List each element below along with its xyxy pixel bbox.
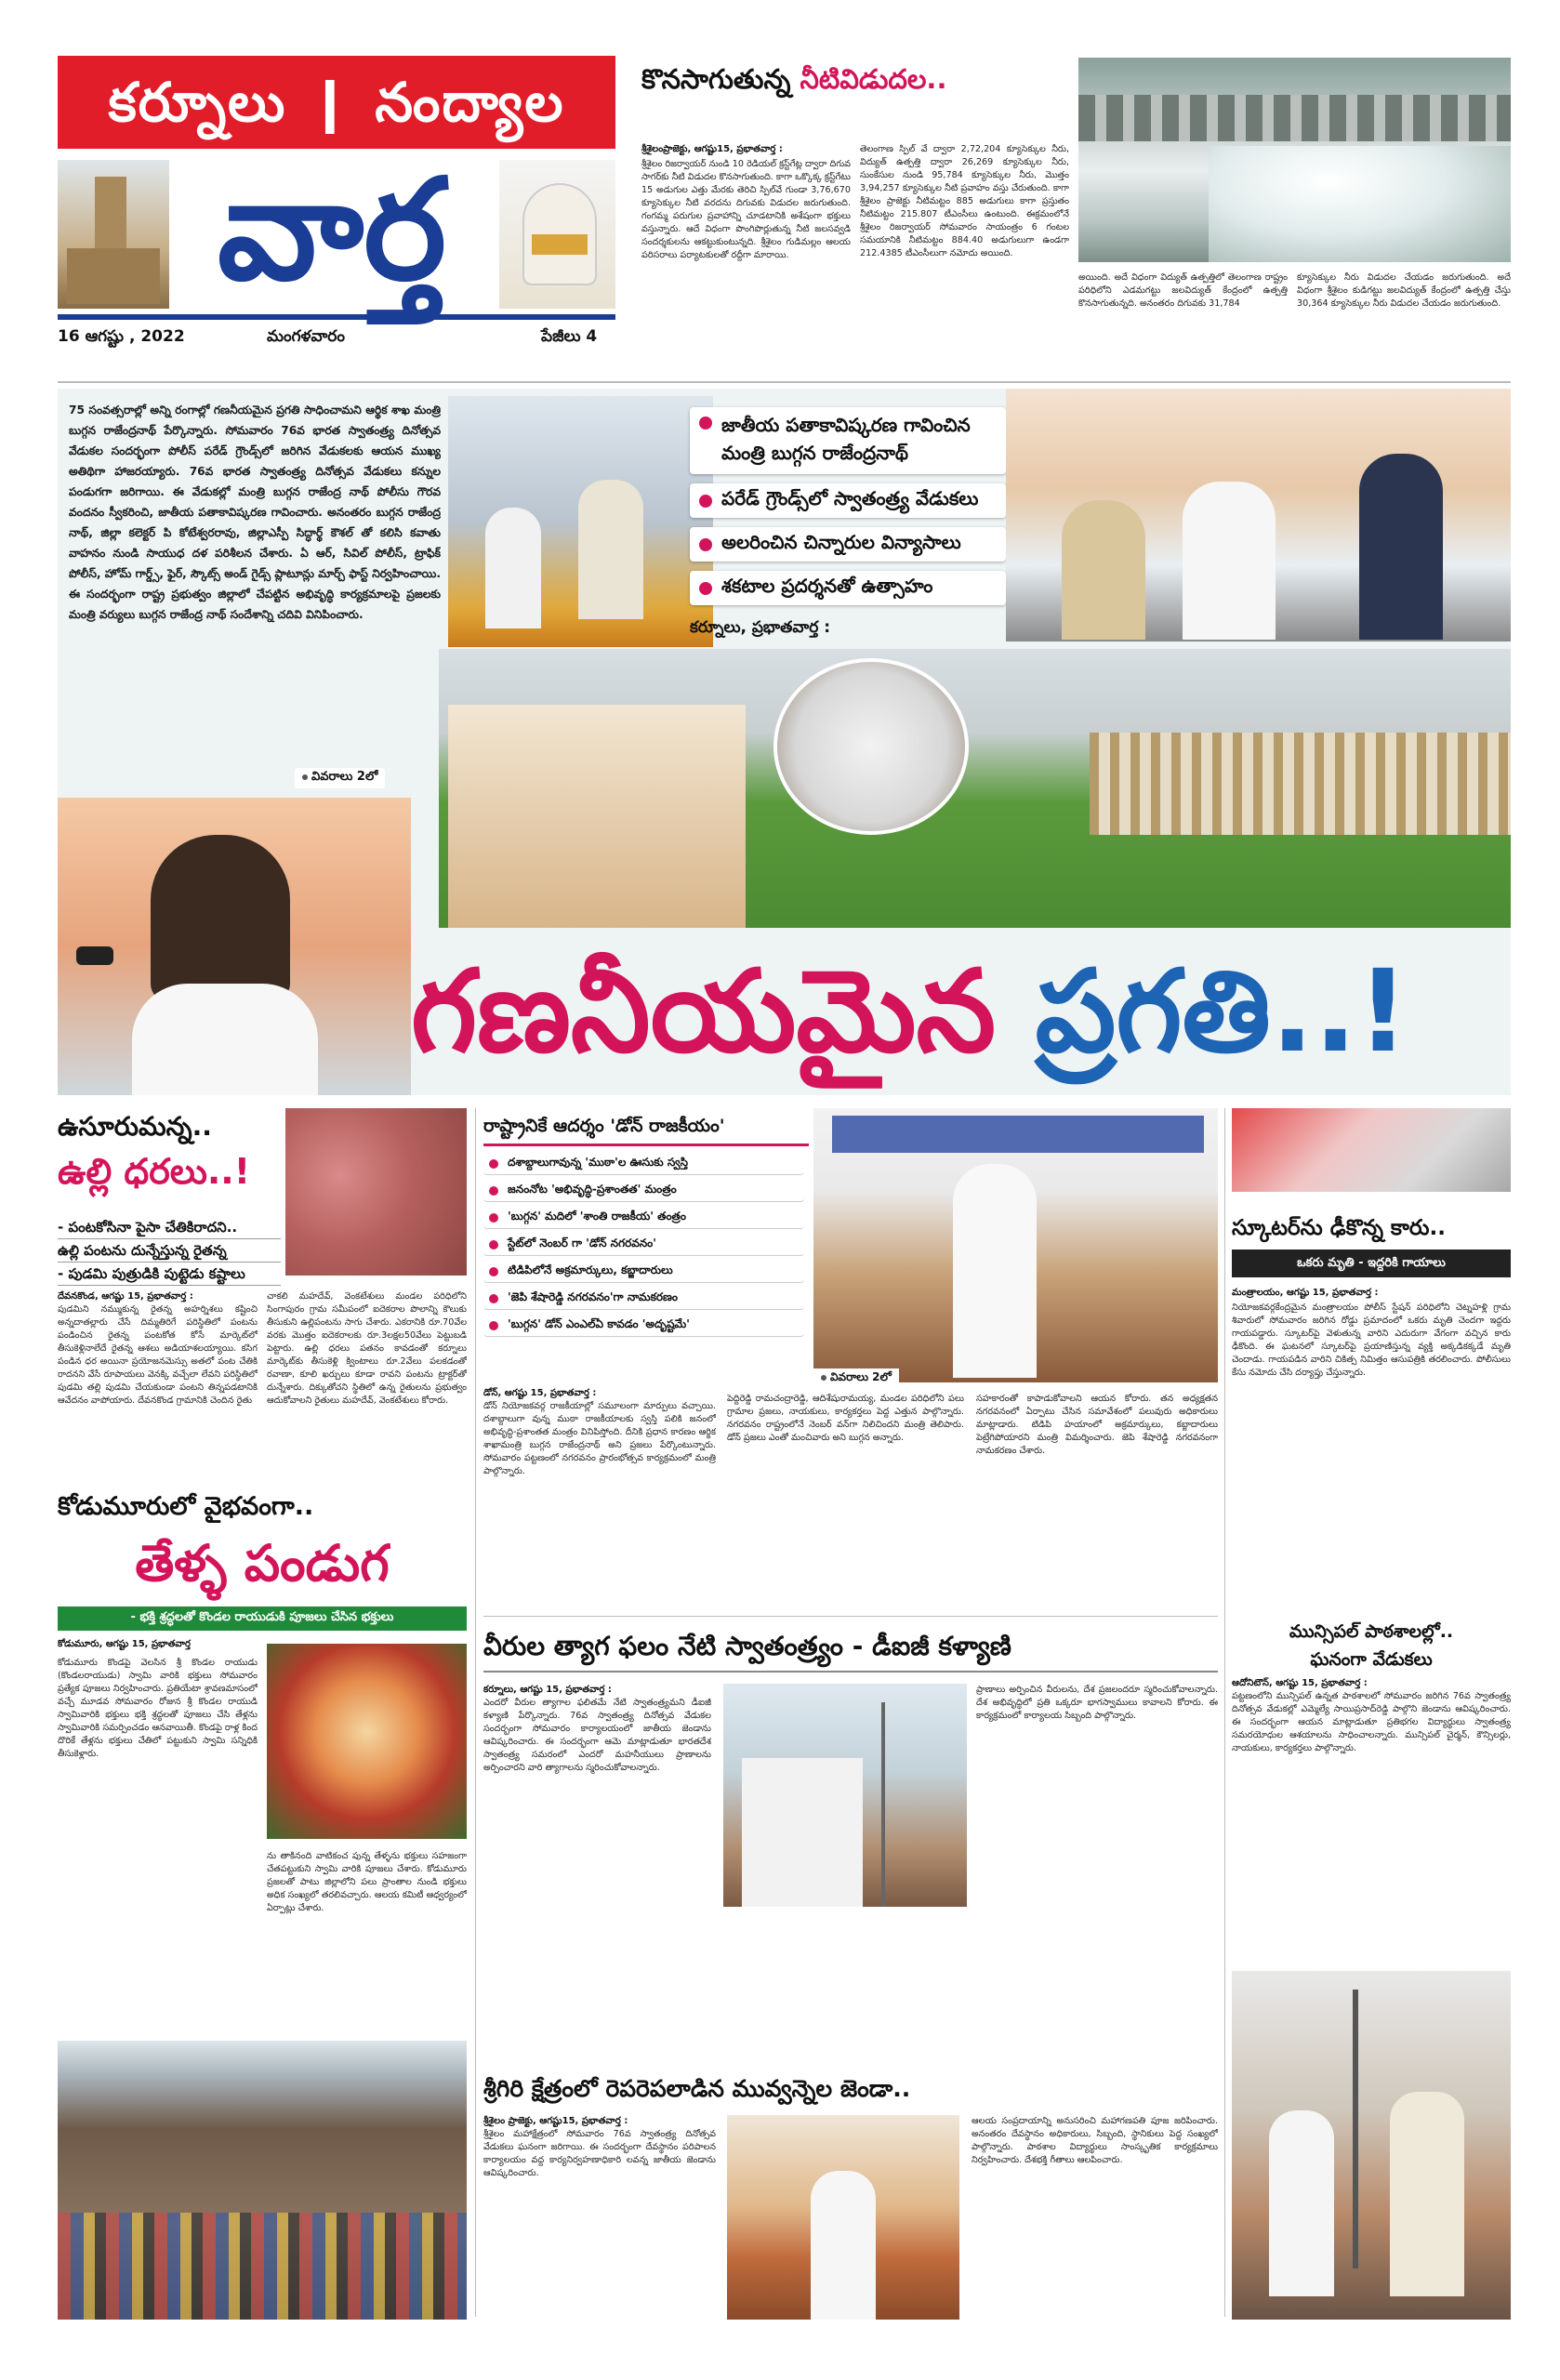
top-headline-part1: కొనసాగుతున్న [641,63,800,95]
lead-story [58,389,1511,1095]
lead-more-text: వివరాలు 2లో [311,770,378,784]
bullet-dot-icon [489,1321,498,1330]
dig-col2: ప్రాణాలు అర్పించిన వీరులను, దేశ ప్రజలందరూ స్మరించుకోవాలన్నారు. దేశ అభివృద్ధిలో ప్రతి ఒక్కరూ భాగస్వాములు కావాలని కోరారు. ఈ కార్యక్రమంలో కార్యాలయ సిబ్బంది పాల్గొన్నారు. [976,1685,1218,1721]
masthead-rule [58,314,615,320]
bullet-dot-icon [489,1186,498,1196]
onion-story [58,1108,467,1480]
srigiri-col2: ఆలయ సంప్రదాయాన్ని అనుసరించి మహాగణపతి పూజ జరిపించారు. అనంతరం దేవస్థానం అధికారులు, సిబ్బంది, స్థానికులు పెద్ద సంఖ్యలో పాల్గొన్నారు. పాఠశాల విద్యార్థులు సాంస్కృతిక కార్యక్రమాలు నిర్వహించారు. దేశభక్తి గీతాలు ఆలపించారు. [972,2116,1218,2165]
municipal-photo [1232,1971,1511,2320]
rule-top [58,381,1511,383]
devotees-photo [58,2041,467,2129]
masthead-fort-image [58,160,169,309]
don-photo [813,1108,1218,1382]
onion-subheads [58,1216,281,1286]
dig-dateline: కర్నూలు, ఆగష్టు 15, ప్రభాతవార్త : [483,1685,612,1695]
parade-photo [439,649,1511,928]
issue-date: 16 ఆగష్టు , 2022 [58,327,185,346]
don-bullet-2 [483,1180,804,1202]
kodumur-dateline: కోడుమూరు, ఆగష్టు 15, ప్రభాతవార్త [58,1639,191,1649]
onion-dateline: దేవనకొండ, ఆగష్టు 15, ప్రభాతవార్త : [58,1291,193,1302]
srigiri-col1: శ్రీశైలం మహాక్షేత్రంలో సోమవారం 76వ స్వాతంత్ర్య దినోత్సవ వేడుకలు ఘనంగా జరిగాయి. ఈ సందర్భంగా దేవస్థానం పరిపాలన కార్యాలయం వద్ద కార్యనిర్వహణాధికారి లవన్న జాతీయ జెండాను ఆవిష్కరించారు. [483,2129,716,2178]
issue-pages: పేజీలు 4 [541,327,598,346]
masthead-nandi-image [499,160,615,309]
municipal-headline-2: ఘనంగా వేడుకలు [1310,1649,1433,1670]
lead-bullet-4 [690,571,1006,605]
rule-col-right [1224,1108,1225,2317]
onion-kicker: ఉసూరుమన్న.. [58,1111,212,1142]
masthead-region: కర్నూలు ❙ నంద్యాల [58,56,615,149]
srigiri-headline: శ్రీగిరి క్షేత్రంలో రెపరెపలాడిన మువ్వన్నెల జెండా.. [483,2075,911,2102]
dig-headline: వీరుల త్యాగ ఫలం నేటి స్వాతంత్ర్యం - డీఐజీ కళ్యాణి [483,1622,1218,1673]
municipal-dateline: ఆదోనిటౌన్, ఆగష్టు 15, ప్రభాతవార్త : [1232,1678,1368,1688]
lead-bullet-text: అలరించిన చిన్నారుల విన్యాసాలు [721,531,961,553]
lead-headline-part2: ప్రగతి..! [1035,945,1409,1078]
accident-photo [1232,1108,1511,1192]
salute-photo [448,396,713,647]
kodumur-tag: - భక్తి శ్రద్ధలతో కొండల రాయుడుకి పూజలు చేసిన భక్తులు [58,1606,467,1631]
don-bullet-text: 'బుగ్గన' మదిలో 'శాంతి రాజకీయ' తంత్రం [508,1210,686,1223]
lead-bullet-2 [690,483,1006,518]
don-bullet-text: స్టేట్‌లో నెంబర్ గా 'డోన్ నగరవనం' [508,1236,656,1250]
masthead [58,56,615,372]
onion-headline: ఉల్లి ధరలు..! [58,1151,251,1192]
srigiri-photo [727,2115,959,2320]
top-story-col1: శ్రీశైలం రిజర్వాయర్ నుండి 10 రెడియల్ క్రస్ట్‌గేట్ల ద్వారా దిగువ సాగర్‌కు నీటి విడుదల కొనసాగుతుంది. కాగా ఒక్కొక్క క్రస్ట్‌గేటు 15 అడుగుల ఎత్తు మేరకు తెరిచి స్పిల్‌వే గుండా 3,76,670 క్యూసెక్కుల నీటి వరదను దిగువకు విడుదల జరుగుతుంది. గంగమ్మ పరుగుల ప్రవాహాన్ని చూడటానికి అశేషంగా భక్తులు వస్తున్నారు. ఆదే విధంగా పొంగిపొర్లుతున్న నీటి జలసవ్వడి సందర్శకులను ఆకట్టుకుంటున్నది. శ్రీశైలం గుడిమల్లం ఆలయ పరిసరాలు పర్యాటకులతో రద్దీగా మారాయి. [641,159,851,260]
issue-weekday: మంగళవారం [267,327,345,346]
lead-headline-part1: గణనీయమైన [411,945,1036,1078]
scooter-sub: ఒకరు మృతి - ఇద్దరికి గాయాలు [1232,1250,1511,1277]
bullet-dot-icon [302,774,308,780]
deity-photo [267,1644,467,1839]
don-bullet-text: దశాబ్దాలుగావున్న 'ముఠా'ల ఊసుకు స్వస్తి [508,1156,689,1169]
scooter-headline: స్కూటర్‌ను ఢీకొన్న కారు.. [1232,1216,1446,1240]
lead-bullet-text: శకటాల ప్రదర్శనతో ఉత్సాహం [721,575,933,597]
bullet-dot-icon [699,416,712,430]
don-story [483,1108,1218,1610]
don-dateline: డోన్, ఆగష్టు 15, ప్రభాతవార్త : [483,1388,597,1398]
don-bullet-text: జనంనోట 'అభివృద్ధి-ప్రశాంతత' మంత్రం [508,1183,677,1196]
dig-story [483,1622,1218,2064]
lead-bullet-3 [690,527,1006,562]
onion-col1: పుడమిని నమ్ముకున్న రైతన్న అహర్నిశలు కష్టించి అన్నదాతల్లారు చేసే దిమ్మతిరిగే పరిస్థితిలో పంటను పండించిన రైతన్న పంటకోత కోసే మార్కెట్‌లో తీసుకెళ్లినాలేదే రైతన్న ఆశలు అడియాశలయ్యాయి. కసిగ పండిన ధర అయినా ప్రయోజనమెస్సు అతలో పంట చేతికి రాదనని వేసే రూపాయలు వెనక్కి వచ్చేలా లేవని పరిస్థితిలో పుడమి తల్లి పుడమి చేయకుండా పంటని తిన్నపడటానికి ఆవేదనం వాపోయారు. దేవనకొండ గ్రామానికి చెందిన రైతు [58,1304,258,1406]
lead-dateline: కర్నూలు, ప్రభాతవార్త : [690,618,830,637]
don-bullet-text: టిడిపిలోనే అక్రమార్కులు, కబ్జాదారులు [508,1263,673,1276]
bullet-dot-icon [699,495,712,508]
kodumur-headline-1: కోడుమూరులో వైభవంగా.. [58,1492,314,1521]
dig-photo [723,1684,967,1907]
rule-mid [483,1616,1218,1617]
dig-col1: ఎందరో వీరుల త్యాగాల ఫలితమే నేటి స్వాతంత్ర్యమని డీఐజీ కళ్యాణి పేర్కొన్నారు. 76వ స్వాతంత్ర్య దినోత్సవ వేడుకల సందర్భంగా సోమవారం కార్యాలయంలో జాతీయ జెండాను ఆవిష్కరించారు. ఈ సందర్భంగా ఆమె మాట్లాడుతూ భారతదేశ స్వాతంత్ర్య సమరంలో ఎందరో మహనీయులు ప్రాణాలను అర్పించారని వారి త్యాగాలను స్మరించుకోవాలన్నారు. [483,1698,711,1773]
don-header: రాష్ట్రానికే ఆదర్శం 'డోన్ రాజకీయం' [483,1108,809,1146]
top-story-col4: క్యూసెక్కుల నీరు విడుదల చేయడం జరుగుతుంది. అదే విధంగా శ్రీశైలం కుడిగట్టు జలవిద్యుత్ కేంద్రంలో ఉత్పత్తి చేస్తు 30,364 క్యూసెక్కుల నీరు విడుదల చేయడం జరుగుతుంది. [1297,272,1511,309]
kodumur-story [58,1488,467,2129]
lead-headline [411,932,1511,1095]
don-bullet-6 [483,1288,804,1310]
municipal-body: పట్టణంలోని మున్సిపల్ ఉన్నత పాఠశాలలో సోమవారం జరిగిన 76వ స్వాతంత్ర్య దినోత్సవ వేడుకల్లో ఎమ్మెల్యే సాయిప్రసాద్‌రెడ్డి పాల్గొని జెండాను ఆవిష్కరించారు. ఈ సందర్భంగా ఆయన మాట్లాడుతూ ప్రతిభగల విద్యార్థులు స్వాతంత్ర్య సమరయోధుల ఆశయాలను సాధించాలన్నారు. మున్సిపల్ చైర్మన్, కౌన్సిలర్లు, నాయకులు, కార్యకర్తలు పాల్గొన్నారు. [1232,1691,1511,1753]
minister-speech-photo [58,798,411,1095]
top-headline-part2: నీటివిడుదల.. [800,63,947,95]
don-more-label[interactable] [813,1368,899,1388]
bird-icon [337,163,377,174]
bullet-dot-icon [821,1375,826,1381]
bullet-dot-icon [489,1159,498,1169]
bullet-dot-icon [489,1213,498,1223]
rule-col-left [475,1108,476,2317]
bullet-dot-icon [489,1240,498,1250]
don-bullet-3 [483,1207,804,1229]
don-col1: డోన్ నియోజకవర్గ రాజకీయాల్లో సమూలంగా మార్పులు వచ్చాయి. దశాబ్దాలుగా వున్న ముఠా రాజకీయాలకు స్వస్తి పలికి జనంలో అభివృద్ధి-ప్రశాంతత మంత్రం వినిపిస్తోంది. దీనికి ప్రధాన కారణం ఆర్థిక శాఖామంత్రి బుగ్గన రాజేంద్రనాథ్ అని ప్రజలు పేర్కొంటున్నారు. సోమవారం పట్టణంలో నగరవనం ప్రారంభోత్సవ కార్యక్రమంలో మంత్రి పాల్గొన్నారు. [483,1401,716,1476]
don-bullet-1 [483,1153,804,1175]
srigiri-dateline: శ్రీశైలం ప్రాజెక్టు, ఆగష్టు15, ప్రభాతవార్త : [483,2116,628,2126]
lead-bullet-1 [690,407,1006,474]
don-col2: పెద్దిరెడ్డి రామచంద్రారెడ్డి, ఆదిశేషురామయ్య, మండల పరిధిలోని పలు గ్రామాల ప్రజలు, నాయకులు, కార్యకర్తలు పెద్ద ఎత్తున పాల్గొన్నారు. నగరవనం రాష్ట్రంలోనే నెంబర్ వన్‌గా నిలిచిందని మంత్రి తెలిపారు. డోన్ ప్రజలు ఎంతో మంచివారు అని బుగ్గన అన్నారు. [727,1394,964,1443]
don-more-text: వివరాలు 2లో [830,1370,892,1383]
don-bullet-text: 'జెపి శేషారెడ్డి నగరవనం'గా నామకరణం [508,1290,678,1303]
kodumur-col2: ను తాకినంది వాటికంచ పున్న తేళ్ళను భక్తులు సహజంగా చేతపట్టుకుని స్వామి వారికి పూజలు చేశారు. కోడుమూరు ప్రజలతో పాటు జిల్లాలోని పలు ప్రాంతాల నుండి భక్తులు అధిక సంఖ్యలో తరలివచ్చారు. ఆలయ కమిటీ ఆధ్వర్యంలో ఏర్పాట్లు చేశారు. [267,1851,467,1913]
lead-bullets [690,407,1006,641]
officials-photo [1006,389,1511,641]
don-bullet-4 [483,1234,804,1256]
municipal-headline-1: మున్సిపల్ పాఠశాలల్లో.. [1289,1621,1454,1642]
lead-more-label[interactable] [295,768,385,788]
bullet-dot-icon [489,1267,498,1276]
devotees-photo-extend [58,2129,467,2320]
microphone-icon [76,946,113,965]
don-bullets [483,1153,804,1337]
kodumur-col1: కోడుమూరు కొండపై వెలసిన శ్రీ కొండల రాయుడు (కొండలరాయుడు) స్వామి వారికి భక్తులు సోమవారం ప్రత్యేక పూజలు నిర్వహించారు. ప్రతియేటా శ్రావణమాసంలో వచ్చే మూడవ సోమవారం రోజున శ్రీ కొండల రాయుడి స్వామివారికి భక్తులు భక్తి శ్రద్ధలతో పూజలు చేసి తేళ్లను స్వామివారికి సమర్పించడం ఆనవాయితీ. కొండపై రాళ్ల కింద దొరికే తేళ్లను భక్తులు చేతిలో పట్టుకుని స్వామి సన్నిధికి తీసుకెళ్లారు. [58,1658,258,1759]
top-story-col3: అయింది. అదే విధంగా విద్యుత్ ఉత్పత్తిలో తెలంగాణ రాష్ట్రం పరిధిలోని ఎడమగట్టు జలవిద్యుత్ కేంద్రంలో ఉత్పత్తి కొనసాగుతున్నది. అనంతరం దిగువకు 31,784 [1078,272,1288,309]
paper-name-logo: వార్త [217,148,447,311]
dam-photo [1078,58,1511,262]
top-story-col2: తెలంగాణ స్పిల్ వే ద్వారా 2,72,204 క్యూసెక్కుల నీరు, విద్యుత్ ఉత్పత్తి ద్వారా 26,269 క్యూసెక్కుల నీరు, సుంకేసుల నుండి 95,784 క్యూసెక్కుల నీరు, మొత్తం 3,94,257 క్యూసెక్కుల నీటి ప్రవాహం వస్తు చేరుతుంది. కాగా శ్రీశైలం ప్రాజెక్టు నీటిమట్టం 885 అడుగులు కాగా ప్రస్తుతం నీటిమట్టం 215.807 టీఎంసీలు ఉంటుంది. ఈక్రమంలోనే శ్రీశైలం రిజర్వాయర్ సోమవారం సాయంత్రం 6 గంటల సమయానికి నీటిమట్టం 884.40 అడుగులుగా ఉండగా 212.4385 టీఎంసీలుగా నమోదు అయింది. [860,144,1069,258]
top-story-dateline: శ్రీశైలంప్రాజెక్టు, ఆగష్టు15, ప్రభాతవార్త : [641,144,783,154]
don-bullet-text: 'బుగ్గన' డోన్ ఎంఎల్ఏ కావడం 'అదృష్టమే' [508,1317,690,1330]
kodumur-headline-2: తేళ్ళ పండుగ [135,1534,390,1593]
scooter-dateline: మంత్రాలయం, ఆగష్టు 15, ప్రభాతవార్త : [1232,1288,1379,1298]
bullet-dot-icon [489,1294,498,1303]
onion-sub-1: - పంటకోసినా పైసా చేతికిరాదని.. [58,1216,281,1239]
don-col3: సహకారంతో కాపాడుకోవాలని ఆయన కోరారు. తన అధ్యక్షతన నగరవనంలో ఏర్పాటు చేసిన సమావేశంలో పలువురు అధికారులు మాట్లాడారు. టిడిపి హయాంలో అక్రమార్కులు, కబ్జాదారులు పెట్రేగిపోయారని మంత్రి విమర్శించారు. జెపి శేషారెడ్డి నగరవనంగా నామకరణం చేశారు. [976,1394,1218,1456]
onion-photo [285,1108,467,1276]
top-story [641,58,1511,374]
bullet-dot-icon [699,582,712,595]
onion-sub-2: ఉల్లి పంటను దున్నేస్తున్న రైతన్న [58,1239,281,1263]
lead-intro: 75 సంవత్సరాల్లో అన్ని రంగాల్లో గణనీయమైన ప్రగతి సాధించామని ఆర్థిక శాఖ మంత్రి బుగ్గన రాజేంద్రనాథ్ పేర్కొన్నారు. సోమవారం 76వ భారత స్వాతంత్ర్య దినోత్సవ వేడుకల సందర్భంగా పోలీస్ పరేడ్ గ్రౌండ్స్‌లో జరిగిన వేడుకలకు ఆయన ముఖ్య అతిథిగా హాజరయ్యారు. 76వ భారత స్వాతంత్ర్య దినోత్సవ వేడుకలు కన్నుల పండుగగా జరిగాయి. ఈ వేడుకల్లో మంత్రి బుగ్గన రాజేంద్ర నాథ్ పోలీసు గౌరవ వందనం స్వీకరించి, జాతీయ పతాకావిష్కరణ గావించారు. అనంతరం బుగ్గన రాజేంద్ర నాథ్, జిల్లా కలెక్టర్ పి కోటేశ్వరరావు, జిల్లాఎస్పీ సిద్ధార్థ్ కౌశల్ తో కలిసి కవాతు వాహనం నుండి సాయుధ దళ పరిశీలన చేశారు. ఏ ఆర్, సివిల్ పోలీస్, ట్రాఫిక్ పోలీస్, హోమ్ గార్డ్స్, ఫైర్, స్కౌట్స్ అండ్ గైడ్స్ ప్లాటూన్లు మార్చ్ ఫాస్ట్ నిర్వహించాయి. ఈ సందర్భంగా రాష్ట్ర ప్రభుత్వం జిల్లాలో చేపట్టిన అభివృద్ధి కార్యక్రమాలపై ప్రజలకు మంత్రి వర్యులు బుగ్గన రాజేంద్ర నాథ్ సందేశాన్ని చదివి వినిపించారు. [69,403,441,621]
lead-bullet-text: పరేడ్ గ్రౌండ్స్‌లో స్వాతంత్ర్య వేడుకలు [721,487,979,509]
bullet-dot-icon [699,538,712,551]
scooter-story [1232,1108,1511,1610]
srigiri-story [483,2069,1218,2320]
municipal-story [1232,1618,1511,2320]
onion-sub-3: - పుడమి పుత్రుడికి పుట్టెడు కష్టాలు [58,1263,281,1286]
scooter-body: నియోజకవర్గకేంద్రమైన మంత్రాలయం పోలీస్ స్టేషన్ పరిధిలోని చెట్నహళ్లి గ్రామ శివారులో సోమవారం జరిగిన రోడ్డు ప్రమాదంలో ఒకరు మృతి చెందగా ఇద్దరు గాయపడ్డారు. స్కూటర్‌పై వెళుతున్న వారిని ఎదురుగా వేగంగా వచ్చిన కారు ఢీకొంది. ఈ ఘటనలో స్కూటర్‌పై ప్రయాణిస్తున్న వ్యక్తి అక్కడికక్కడే మృతి చెందాడు. గాయపడిన వారిని చికిత్స నిమిత్తం ఆసుపత్రికి తరలించారు. పోలీసులు కేసు నమోదు చేసి దర్యాప్తు చేస్తున్నారు. [1232,1302,1511,1378]
don-bullet-5 [483,1261,804,1283]
don-bullet-7 [483,1315,804,1337]
onion-col2: చాకలి మహదేవ్, వెంకటేశులు మండల పరిధిలోని సింగాపురం గ్రామ సమీపంలో ఐదెకరాల పొలాన్ని కౌలుకు తీసుకుని ఉల్లిపంటను సాగు చేశారు. ఎకరానికి రూ.70వేల వరకు మొత్తం ఐదెకరాలకు రూ.3లక్షల50వేలు పెట్టుబడి పెట్టారు. ఉల్లి ధరలు పతనం కావడంతో కర్నూలు మార్కెట్‌కు తీసుకెళ్లి క్వింటాలు రూ.2వేలు పలకడంతో రవాణా, కూలి ఖర్చులు కూడా రావని పంటను ట్రాక్టర్‌తో దున్నేశారు. దిక్కుతోచని స్థితిలో ఉన్న రైతులను ప్రభుత్వం ఆదుకోవాలని రైతులు మహదేవ్, వెంకటేశులు కోరారు. [267,1291,467,1406]
lead-bullet-text: జాతీయ పతాకావిష్కరణ గావించిన మంత్రి బుగ్గన రాజేంద్రనాథ్ [721,414,971,464]
